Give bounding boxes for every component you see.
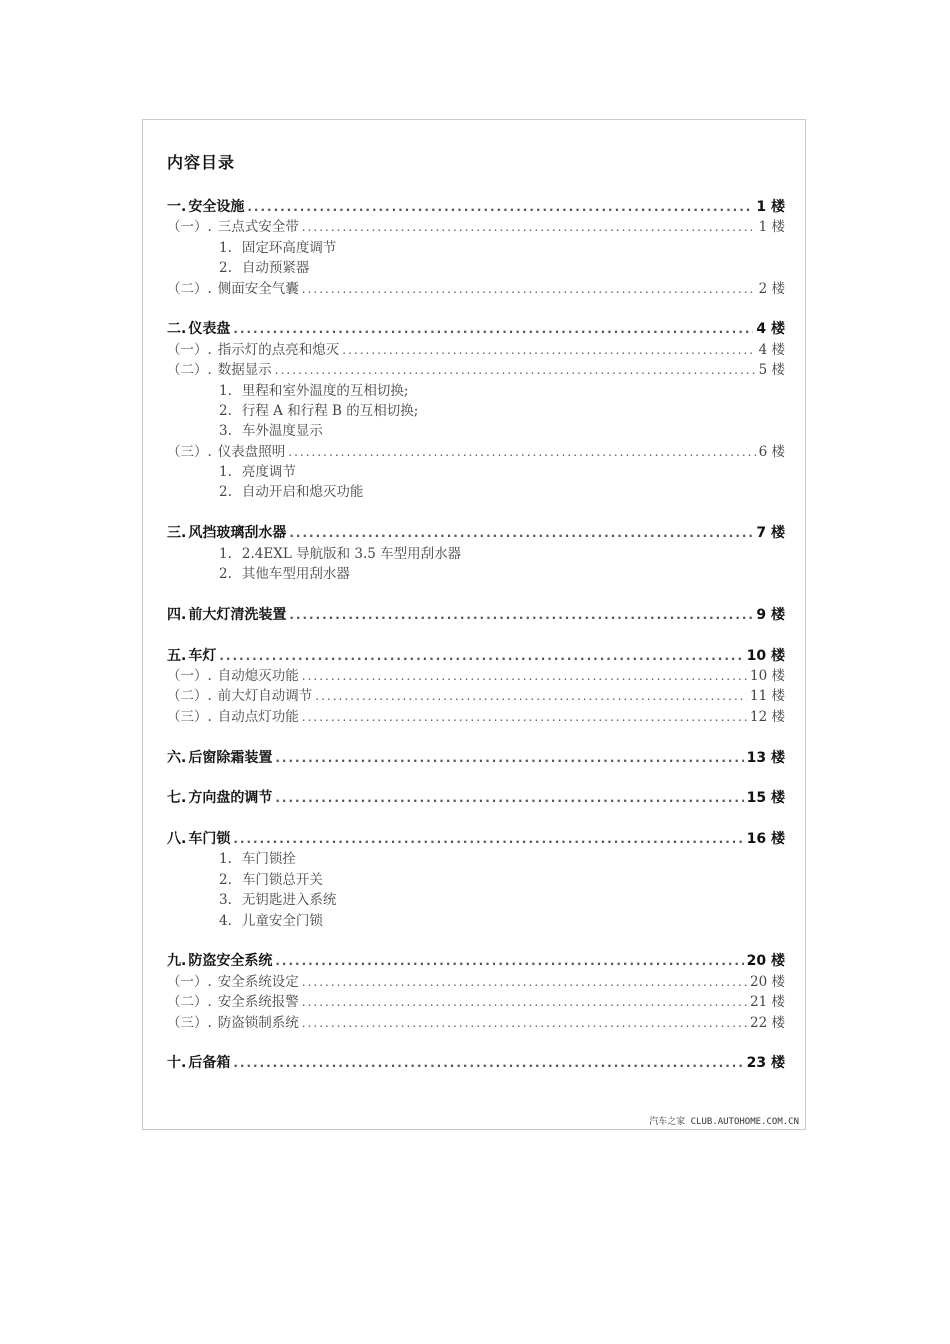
- toc-label: 后备箱: [188, 1055, 231, 1072]
- toc-entry-item[interactable]: [167, 238, 785, 258]
- toc-entry-sub[interactable]: [167, 707, 785, 727]
- dot-leader: [302, 972, 747, 992]
- toc-label: 2.4EXL 导航版和 3.5 车型用刮水器: [241, 545, 462, 562]
- toc-number: 2.: [219, 402, 232, 419]
- toc-section: [167, 197, 785, 299]
- toc-entry-item[interactable]: [167, 381, 785, 401]
- toc-section: [167, 523, 785, 584]
- dot-leader: [302, 707, 747, 727]
- toc-entry-main[interactable]: [167, 1053, 785, 1073]
- toc-label: 行程 A 和行程 B 的互相切换;: [241, 402, 419, 419]
- toc-label: 安全系统设定: [217, 973, 299, 990]
- dot-leader: [342, 340, 755, 360]
- toc-number: （三）.: [167, 443, 212, 460]
- toc-page-ref: 23 楼: [746, 1055, 785, 1072]
- toc-number: 3.: [219, 423, 232, 440]
- toc-number: （一）.: [167, 219, 212, 236]
- dot-leader: [233, 1053, 743, 1073]
- dot-leader: [275, 360, 756, 380]
- toc-number: 2.: [219, 566, 232, 583]
- toc-number: 一.: [167, 198, 187, 215]
- toc-number: 九.: [167, 953, 187, 970]
- toc-section: [167, 829, 785, 931]
- toc-entry-sub[interactable]: [167, 666, 785, 686]
- toc-label: 前大灯清洗装置: [188, 606, 287, 623]
- dot-leader: [302, 217, 756, 237]
- toc-label: 自动开启和熄灭功能: [241, 484, 364, 501]
- toc-entry-sub[interactable]: [167, 992, 785, 1012]
- toc-label: 指示灯的点亮和熄灭: [217, 341, 340, 358]
- toc-entry-item[interactable]: [167, 544, 785, 564]
- toc-label: 安全设施: [188, 198, 245, 215]
- toc-section: [167, 646, 785, 728]
- toc-number: 1.: [219, 382, 232, 399]
- toc-page-ref: 2 楼: [758, 280, 785, 297]
- toc-label: 仪表盘照明: [217, 443, 286, 460]
- toc-label: 防盗安全系统: [188, 953, 273, 970]
- toc-entry-item[interactable]: [167, 421, 785, 441]
- toc-page-ref: 9 楼: [756, 606, 785, 623]
- dot-leader: [219, 646, 743, 666]
- toc-entry-main[interactable]: [167, 829, 785, 849]
- dot-leader: [275, 951, 743, 971]
- dot-leader: [275, 788, 743, 808]
- toc-page-ref: 10 楼: [750, 667, 785, 684]
- toc-page-ref: 1 楼: [756, 198, 785, 215]
- toc-entry-item[interactable]: [167, 482, 785, 502]
- toc-number: 2.: [219, 484, 232, 501]
- toc-entry-main[interactable]: [167, 523, 785, 543]
- toc-label: 车门锁: [188, 831, 231, 848]
- toc-title: 内容目录: [167, 153, 236, 172]
- toc-page-ref: 21 楼: [750, 994, 785, 1011]
- toc-page-ref: 4 楼: [756, 321, 785, 338]
- toc-page-ref: 20 楼: [750, 973, 785, 990]
- toc-label: 防盗锁制系统: [217, 1014, 299, 1031]
- toc-label: 车门锁拴: [241, 851, 296, 868]
- toc-number: 五.: [167, 647, 187, 664]
- toc-label: 车门锁总开关: [241, 871, 323, 888]
- toc-page-ref: 1 楼: [758, 219, 785, 236]
- toc-number: 四.: [167, 606, 187, 623]
- toc-label: 仪表盘: [188, 321, 231, 338]
- toc-entry-sub[interactable]: [167, 972, 785, 992]
- toc-number: 二.: [167, 321, 187, 338]
- toc-entry-sub[interactable]: [167, 279, 785, 299]
- toc-number: （三）.: [167, 708, 212, 725]
- toc-page-ref: 10 楼: [746, 647, 785, 664]
- toc-page-ref: 11 楼: [750, 688, 785, 705]
- toc-section: [167, 1053, 785, 1073]
- toc-entry-main[interactable]: [167, 646, 785, 666]
- toc-section: [167, 319, 785, 503]
- toc-entry-item[interactable]: [167, 462, 785, 482]
- toc-section: [167, 788, 785, 808]
- toc-label: 安全系统报警: [217, 994, 299, 1011]
- toc-number: （一）.: [167, 341, 212, 358]
- toc-label: 自动点灯功能: [217, 708, 299, 725]
- toc-entry-main[interactable]: [167, 788, 785, 808]
- dot-leader: [275, 748, 743, 768]
- toc-label: 侧面安全气囊: [217, 280, 299, 297]
- document-page: [142, 119, 806, 1130]
- toc-number: （一）.: [167, 973, 212, 990]
- toc-number: （二）.: [167, 994, 212, 1011]
- toc-label: 自动熄灭功能: [217, 667, 299, 684]
- toc-entry-sub[interactable]: [167, 217, 785, 237]
- toc-entry-main[interactable]: [167, 748, 785, 768]
- toc-label: 亮度调节: [241, 464, 296, 481]
- toc-label: 风挡玻璃刮水器: [188, 525, 287, 542]
- toc-entry-main[interactable]: [167, 605, 785, 625]
- toc-entry-sub[interactable]: [167, 686, 785, 706]
- toc-label: 里程和室外温度的互相切换;: [241, 382, 409, 399]
- toc-number: （二）.: [167, 688, 212, 705]
- dot-leader: [302, 1013, 747, 1033]
- toc-label: 前大灯自动调节: [217, 688, 313, 705]
- toc-label: 自动预紧器: [241, 260, 310, 277]
- toc-number: 六.: [167, 749, 187, 766]
- toc-page-ref: 22 楼: [750, 1014, 785, 1031]
- dot-leader: [289, 523, 753, 543]
- toc-entry-item[interactable]: [167, 258, 785, 278]
- toc-number: （三）.: [167, 1014, 212, 1031]
- toc-entry-sub[interactable]: [167, 340, 785, 360]
- toc-entry-item[interactable]: [167, 564, 785, 584]
- dot-leader: [302, 666, 747, 686]
- toc-number: 1.: [219, 851, 232, 868]
- toc-page-ref: 4 楼: [758, 341, 785, 358]
- toc-entry-item[interactable]: [167, 890, 785, 910]
- dot-leader: [289, 605, 753, 625]
- toc-label: 方向盘的调节: [188, 790, 273, 807]
- toc-page-ref: 20 楼: [746, 953, 785, 970]
- toc-label: 车灯: [188, 647, 217, 664]
- toc-label: 无钥匙进入系统: [241, 892, 337, 909]
- toc-page-ref: 13 楼: [746, 749, 785, 766]
- toc-entry-item[interactable]: [167, 401, 785, 421]
- toc-label: 三点式安全带: [217, 219, 299, 236]
- toc-entry-main[interactable]: [167, 951, 785, 971]
- dot-leader: [288, 442, 755, 462]
- toc-number: 三.: [167, 525, 187, 542]
- toc-label: 车外温度显示: [241, 423, 323, 440]
- dot-leader: [233, 319, 753, 339]
- toc-label: 数据显示: [217, 362, 272, 379]
- footer-watermark: 汽车之家 CLUB.AUTOHOME.COM.CN: [649, 1117, 799, 1127]
- toc-number: 七.: [167, 790, 187, 807]
- toc-section: [167, 605, 785, 625]
- toc-page-ref: 16 楼: [746, 831, 785, 848]
- toc-entry-item[interactable]: [167, 870, 785, 890]
- toc-page-ref: 15 楼: [746, 790, 785, 807]
- toc-page-ref: 6 楼: [758, 443, 785, 460]
- dot-leader: [302, 992, 747, 1012]
- toc-entry-main[interactable]: [167, 197, 785, 217]
- toc-label: 后窗除霜装置: [188, 749, 273, 766]
- toc-number: 3.: [219, 892, 232, 909]
- dot-leader: [233, 829, 743, 849]
- dot-leader: [247, 197, 753, 217]
- toc-entry-sub[interactable]: [167, 442, 785, 462]
- toc-entry-item[interactable]: [167, 850, 785, 870]
- toc-number: 2.: [219, 871, 232, 888]
- toc-entry-sub[interactable]: [167, 1013, 785, 1033]
- toc-page-ref: 7 楼: [756, 525, 785, 542]
- toc-entry-main[interactable]: [167, 319, 785, 339]
- toc-number: 1.: [219, 545, 232, 562]
- toc-number: 2.: [219, 260, 232, 277]
- toc-section: [167, 748, 785, 768]
- toc-entry-sub[interactable]: [167, 360, 785, 380]
- toc-number: 4.: [219, 912, 232, 929]
- dot-leader: [315, 686, 747, 706]
- toc-label: 其他车型用刮水器: [241, 566, 350, 583]
- toc-number: 1.: [219, 239, 232, 256]
- dot-leader: [302, 279, 756, 299]
- toc-entry-item[interactable]: [167, 911, 785, 931]
- toc-list: [167, 197, 785, 1094]
- toc-label: 固定环高度调节: [241, 239, 337, 256]
- toc-label: 儿童安全门锁: [241, 912, 323, 929]
- toc-number: 1.: [219, 464, 232, 481]
- toc-number: 十.: [167, 1055, 187, 1072]
- toc-number: 八.: [167, 831, 187, 848]
- toc-number: （二）.: [167, 362, 212, 379]
- toc-number: （一）.: [167, 667, 212, 684]
- toc-page-ref: 12 楼: [750, 708, 785, 725]
- toc-section: [167, 951, 785, 1033]
- toc-number: （二）.: [167, 280, 212, 297]
- toc-page-ref: 5 楼: [758, 362, 785, 379]
